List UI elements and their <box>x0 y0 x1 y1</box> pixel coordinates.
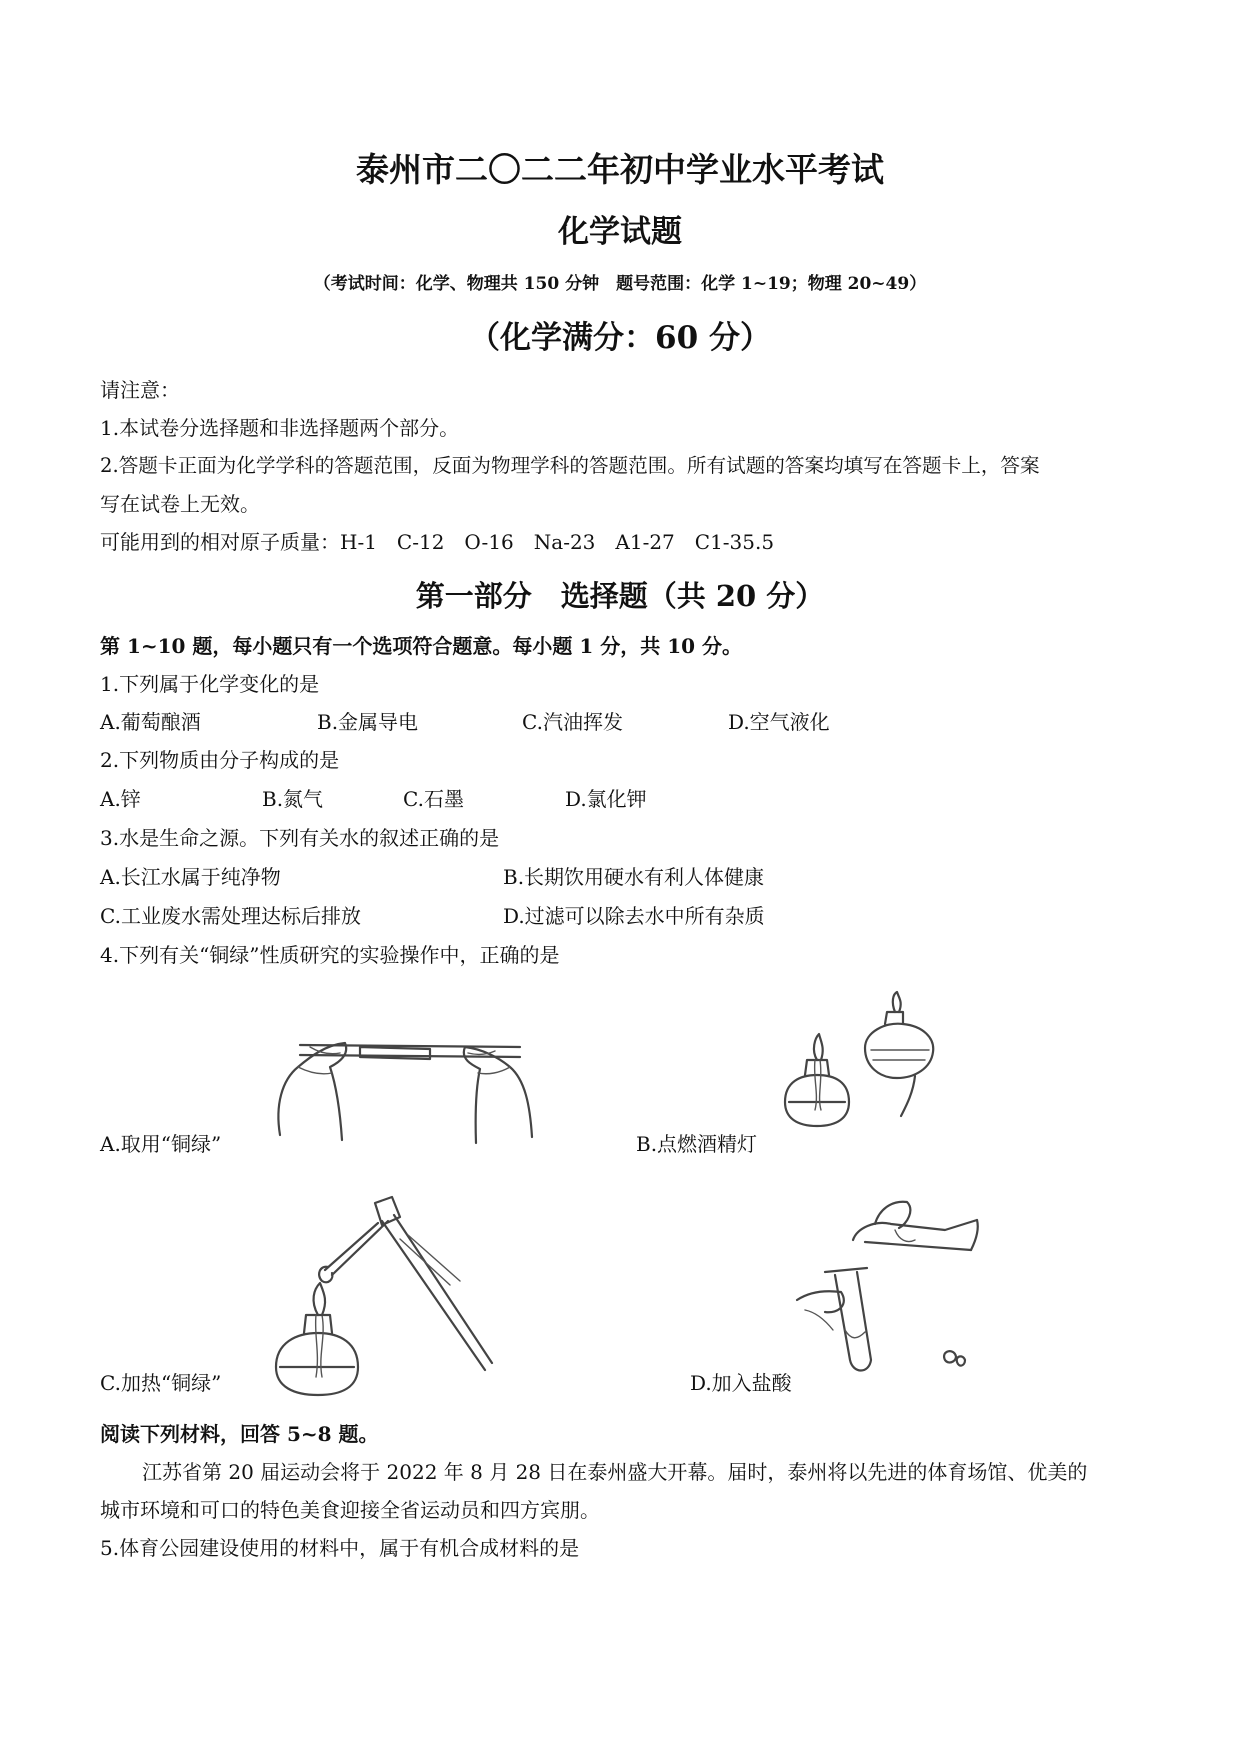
question-1-option-c: C.汽油挥发 <box>522 710 623 734</box>
full-score: （化学满分：60 分） <box>469 320 771 356</box>
atomic-mass-list: 可能用到的相对原子质量：H-1 C-12 O-16 Na-23 A1-27 C1-35.5 <box>100 530 775 554</box>
exam-title: 泰州市二〇二二年初中学业水平考试 <box>356 150 884 189</box>
question-3-stem: 3.水是生命之源。下列有关水的叙述正确的是 <box>100 826 500 850</box>
question-4-stem: 4.下列有关“铜绿”性质研究的实验操作中，正确的是 <box>100 943 560 967</box>
part1-title: 第一部分 选择题（共 20 分） <box>415 579 825 613</box>
question-4-option-d: D.加入盐酸 <box>690 1371 792 1395</box>
notice-item-2-line-1: 2.答题卡正面为化学学科的答题范围，反面为物理学科的答题范围。所有试题的答案均填写在答题卡上，答案 <box>100 454 1040 477</box>
notice-item-2-line-2: 写在试卷上无效。 <box>100 492 260 516</box>
figure-c-heat-copper-green <box>270 1195 500 1405</box>
notice-heading: 请注意： <box>100 378 180 402</box>
question-2-option-c: C.石墨 <box>403 787 464 811</box>
exam-info: （考试时间：化学、物理共 150 分钟 题号范围：化学 1~19；物理 20~49） <box>313 274 927 294</box>
reading-paragraph-line-2: 城市环境和可口的特色美食迎接全省运动员和四方宾朋。 <box>100 1498 600 1522</box>
question-3-option-b: B.长期饮用硬水有利人体健康 <box>503 865 765 889</box>
question-2-option-d: D.氯化钾 <box>565 787 647 811</box>
question-2-option-a: A.锌 <box>100 787 141 811</box>
figure-b-light-alcohol-lamp <box>775 990 940 1145</box>
subject-title: 化学试题 <box>558 214 682 250</box>
question-1-option-a: A.葡萄酿酒 <box>100 710 201 734</box>
question-4-option-a: A.取用“铜绿” <box>100 1132 222 1156</box>
question-1-option-d: D.空气液化 <box>728 710 830 734</box>
question-1-stem: 1.下列属于化学变化的是 <box>100 672 320 696</box>
reading-heading: 阅读下列材料，回答 5~8 题。 <box>100 1422 379 1446</box>
question-1-option-b: B.金属导电 <box>317 710 419 734</box>
question-4-option-b: B.点燃酒精灯 <box>636 1132 758 1156</box>
question-3-option-c: C.工业废水需处理达标后排放 <box>100 904 361 928</box>
question-2-stem: 2.下列物质由分子构成的是 <box>100 748 340 772</box>
question-4-option-c: C.加热“铜绿” <box>100 1371 222 1395</box>
part1-instruction: 第 1~10 题，每小题只有一个选项符合题意。每小题 1 分，共 10 分。 <box>100 634 743 658</box>
question-5-stem: 5.体育公园建设使用的材料中，属于有机合成材料的是 <box>100 1536 580 1560</box>
notice-item-1: 1.本试卷分选择题和非选择题两个部分。 <box>100 416 460 440</box>
question-3-option-d: D.过滤可以除去水中所有杂质 <box>503 904 765 928</box>
figure-a-take-copper-green <box>270 1025 540 1150</box>
question-2-option-b: B.氮气 <box>262 787 324 811</box>
question-3-option-a: A.长江水属于纯净物 <box>100 865 281 889</box>
reading-paragraph-line-1: 江苏省第 20 届运动会将于 2022 年 8 月 28 日在泰州盛大开幕。届时，泰州将以先进的体育场馆、优美的 <box>142 1460 1088 1484</box>
figure-d-add-hydrochloric-acid <box>795 1180 985 1390</box>
